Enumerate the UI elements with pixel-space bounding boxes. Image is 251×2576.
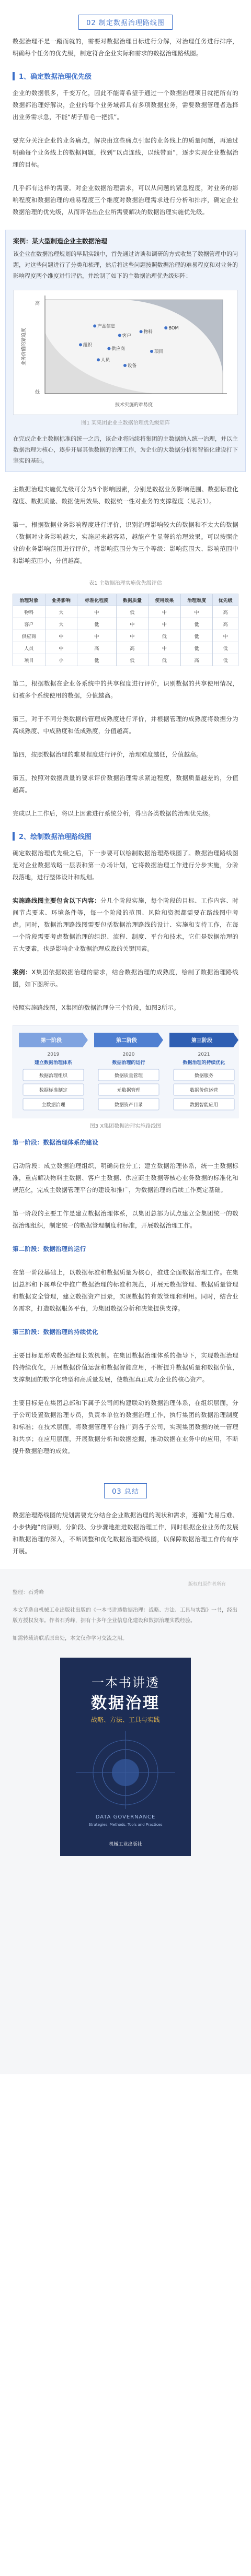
table-row [13, 654, 238, 666]
heading-priority [13, 71, 238, 81]
table-header-cell: 业务影响 [45, 594, 77, 606]
case-text: 该企业在数据治理规划的早期实践中，首先通过访谈和调研的方式收集了数据管理中的问题，对这些问题进行了分类和梳理，然后将这些问题按照数据治理的难易程度和对业务的影响程度两个维度进行评估，并绘制了如下的主数据治理优先级矩阵： [13, 251, 238, 279]
data-point [107, 347, 110, 350]
stage-year: 2019 [47, 1052, 60, 1057]
case-title: 案例：某大型制造企业主数据治理 [13, 238, 108, 245]
case-box [5, 230, 246, 472]
data-point [79, 343, 82, 346]
table-body [13, 606, 238, 666]
data-point [140, 330, 143, 333]
data-point [118, 334, 121, 337]
footer-note: 整理：石秀峰 [13, 1590, 44, 1596]
book-publisher: 机械工业出版社 [109, 1842, 142, 1847]
y-axis-label: 业务价值的紧迫度 [21, 327, 27, 366]
table-header-cell: 数据质量 [116, 594, 149, 606]
stage-year: 2021 [198, 1052, 210, 1057]
stage-title: 第二阶段：数据治理的运行 [13, 1245, 86, 1252]
data-point-label: 供应商 [111, 346, 125, 352]
stage-item-label: 数据价值运营 [189, 1088, 219, 1093]
bold-lead: 实施路线图主要包含以下内容： [13, 897, 101, 904]
table-cell: 供应商 [13, 630, 45, 642]
section-2-header [0, 0, 251, 36]
section-3-header [0, 1469, 251, 1504]
stage-name: 数据治理的运行 [112, 1060, 145, 1066]
stage-label: 第三阶段 [191, 1038, 212, 1044]
table-cell: 低 [180, 618, 213, 630]
table-cell: 大 [45, 606, 77, 618]
paragraph: 按照实施路线图，X集团的数据治理分三个阶段，如图3所示。 [13, 1004, 180, 1011]
table-cell: 中 [116, 630, 149, 642]
paragraph: 第一阶段的主要工作是建立数据治理体系，以集团总部为试点建立全集团统一的数据治理组织，制定统一的数据管理制度和标准，开展数据治理工作。 [13, 1210, 238, 1229]
table-header-cell: 优先级 [213, 594, 238, 606]
table-cell: 中 [116, 618, 149, 630]
intro-paragraph: 数据治理不是一蹴而就的，需要对数据治理目标进行分解，对治理任务进行排序，明确每个任务的优先级，制定符合企业实际和需求的数据治理路线图。 [13, 38, 238, 57]
x-axis-label: 技术实施的难易度 [115, 403, 153, 408]
table-row [13, 618, 238, 630]
data-point-label: 项目 [154, 349, 164, 355]
summary-body [0, 1509, 251, 1557]
table-caption: 表1 主数据治理实施优先级评估 [89, 581, 162, 586]
table-cell: 物料 [13, 606, 45, 618]
paragraph: 确定数据治理优先级之后，下一步要可以绘制数据治理路线图了。数据治理路线图是对企业数据战略一层表和第一办场计划，它将数据治理工作进行分步实施，分阶段落地，进行整体设计和规划。 [13, 849, 238, 881]
priority-matrix-svg [14, 290, 238, 413]
book-english-title: DATA GOVERNANCE [95, 1814, 156, 1820]
table-cell: 低 [77, 618, 116, 630]
axis-high-label: 高 [35, 301, 40, 306]
data-point-label: 组织 [83, 342, 93, 348]
paragraph [13, 966, 238, 990]
stage-title: 第三阶段：数据治理的持续优化 [13, 1328, 98, 1336]
case-text: 在完成企业主数据标准的统一之后，该企业将陆续将集团的主数据纳入统一治理，并以主数据治理为核心，逐步开展其他数据的治理工作，为企业的大数据分析和智能化建设打下坚实的基础。 [13, 435, 238, 464]
table-cell: 低 [213, 642, 238, 654]
article-body-2 [0, 483, 251, 1457]
bold-lead: 案例： [13, 968, 32, 976]
roadmap-diagram [13, 1025, 238, 1118]
book-subtitle: 战略、方法、工具与实践 [90, 1716, 160, 1723]
paragraph: 主数据治理实施优先级可分为5个影响因素，分别是数据业务影响范围、数据标准化程度、数据质量、数据使用效果、数据统一性对业务的支撑程度（见表1）。 [13, 486, 238, 505]
heading-text: 1、确定数据治理优先级 [19, 73, 92, 81]
roadmap-caption: 图3 X集团数据治理实施路线图 [89, 1124, 162, 1129]
paragraph: 在第一阶段基础上，以数据标准和数据质量为核心，推进全面数据治理工作。在集团总部和下属单位中推广数据治理的标准和规范，开展元数据管理、数据质量管理和数据安全管理，建立数据资产目录，实现数据的有效管理和利用。同时，结合业务需求，打造数据服务平台，为集团数据分析和决策提供支撑。 [13, 1269, 238, 1312]
book-english-subtitle: Strategies, Methods, Tools and Practices [88, 1823, 163, 1827]
table-cell: 中 [180, 606, 213, 618]
table-cell: 低 [180, 630, 213, 642]
data-point-label: 设备 [128, 363, 137, 369]
paragraph: 几乎都有这样的需要。对企业数据治理需求，可以从问题的紧急程度，对业务的影响程度和数据治理的难易程度三个维度对数据治理需求进行分析和排序，确定企业数据治理的优先级，从而评估出企业所需要解决的数据治理实施优先级。 [13, 184, 238, 216]
book-title-line2: 数据治理 [91, 1694, 160, 1712]
paragraph: 第二，根据数据在企业各系统中的共享程度进行评价，识别数据的共享使用情况，如被多个系统使用的数据，分值越高。 [13, 680, 238, 699]
stage-title: 第一阶段：数据治理体系的建设 [13, 1139, 98, 1146]
priority-matrix-chart [13, 290, 238, 415]
copyright-note: 版权归原作者所有 [188, 1582, 226, 1587]
table-cell: 大 [45, 618, 77, 630]
table-header-row [13, 594, 238, 606]
footer-note: 本文节选自机械工业出版社出版的《一本书讲透数据治理：战略、方法、工具与实践》一书，经出版方授权发布。作者石秀峰，拥有十多年企业信息化建设和数据治理实践经验。 [13, 1608, 237, 1624]
table-row [13, 642, 238, 654]
table-cell: 低 [213, 654, 238, 666]
stage-item-label: 主数据治理 [41, 1103, 65, 1108]
section-2-title: 02 制定数据治理路线图 [78, 15, 173, 30]
table-cell: 项目 [13, 654, 45, 666]
table-cell: 低 [77, 654, 116, 666]
paragraph: 完成以上工作后，将以上因素进行系统分析，得出各类数据的治理优先级。 [13, 810, 215, 817]
axis-low-label: 低 [35, 390, 40, 395]
stage-year: 2020 [122, 1052, 135, 1057]
paragraph: 主要目标是在集团总部和下属子公司间构建联动的数据治理体系，在组织层面，分子公司设置数据治理专员，负责本单位的数据治理工作，执行集团的数据治理制度和标准；在技术层面，将数据管理平台推广到各子公司，实现集团数据的统一管理和共享；在应用层面，开展数据分析和数据挖掘，推动数据在业务中的应用，不断提升数据治理的成效。 [13, 1399, 238, 1455]
paragraph: 第五，按照对数据质量的要求评价数据治理需求紧迫程度，数据质量越差的，分值越高。 [13, 774, 238, 794]
section-3-title: 03 总结 [104, 1483, 147, 1498]
data-point [150, 350, 153, 353]
stage-item-label: 数据服务 [194, 1073, 214, 1079]
stage-item-label: 数据智能应用 [189, 1103, 219, 1108]
stage-item-label: 元数据管理 [117, 1088, 141, 1093]
table-header-cell: 治理难度 [180, 594, 213, 606]
paragraph-text: 分几个阶段实施，每个阶段的目标、工作内容、时间节点要求、环境条件等，每一个阶段的范围、风险和资源都需要在路线图中考虑。同时，数据治理路线图需要包括数据治理路线的设计、实施和支持工作，在每一个阶段需要考虑数据治理的组织、流程、制度、平台和技术，它们是数据治理的五大要素，也是影响企业数据治理成败的关键因素。 [13, 897, 238, 952]
data-point-label: 物料 [143, 329, 153, 335]
heading-text: 2、绘制数据治理路线图 [19, 833, 92, 841]
stage-item-label: 数据治理组织 [39, 1073, 68, 1079]
stage-item-label: 数据资产目录 [114, 1103, 143, 1108]
data-point-label: 产品信息 [97, 324, 116, 329]
heading-bar [13, 832, 15, 841]
heading-bar [13, 72, 15, 80]
table-cell: 低 [116, 654, 149, 666]
footer-note: 如需转载请联系原出处，本文仅作学习交流之用。 [13, 1636, 128, 1641]
data-point-label: BOM [168, 326, 179, 331]
priority-table [13, 594, 238, 666]
paragraph: 第四，按照数据治理的难易程度进行评价，治理难度越低，分值越高。 [13, 751, 202, 758]
table-cell: 高 [180, 654, 213, 666]
table-header-cell: 使用效果 [149, 594, 181, 606]
data-point [97, 358, 100, 361]
table-cell: 高 [213, 606, 238, 618]
stage-item-label: 数据质量管理 [114, 1073, 143, 1079]
table-header-cell: 标准化程度 [77, 594, 116, 606]
heading-roadmap [13, 831, 238, 841]
table-cell: 低 [149, 654, 181, 666]
table-cell: 高 [116, 642, 149, 654]
chart-caption: 图1 某集团企业主数据治理优先级矩阵 [81, 420, 170, 426]
stage-label: 第一阶段 [41, 1038, 62, 1044]
table-cell: 中 [45, 642, 77, 654]
paragraph-text: X集团依据数据治理的需求，结合数据治理的成熟度，绘制了数据治理路线图，如下图所示。 [13, 968, 238, 988]
table-header-cell: 治理对象 [13, 594, 45, 606]
stage-label: 第二阶段 [116, 1038, 137, 1044]
data-point-label: 客户 [122, 333, 131, 339]
book-title-line1: 一本书讲透 [92, 1675, 159, 1690]
table-cell: 中 [77, 630, 116, 642]
footer-box [0, 1569, 251, 2074]
table-cell: 低 [116, 606, 149, 618]
table-cell: 中 [45, 630, 77, 642]
paragraph [13, 1326, 238, 1338]
table-cell: 中 [149, 606, 181, 618]
table-cell: 高 [77, 642, 116, 654]
table-cell: 客户 [13, 618, 45, 630]
table-cell: 中 [77, 606, 116, 618]
data-point [123, 364, 127, 367]
stage-name: 建立数据治理体系 [34, 1060, 73, 1066]
stage-item-label: 数据标准制定 [39, 1088, 68, 1093]
paragraph: 要充分关注企业的业务痛点，解决由这些痛点引起的业务线上的质量问题，再通过明确每个业务线上的数据问题，找到“以点连线，以线带面”，逐步实现企业数据治理的目标。 [13, 137, 238, 168]
table-cell: 中 [149, 642, 181, 654]
summary-paragraph: 数据治理路线图的规划需要充分结合企业数据治理的现状和需求，遵循“先易后难、小步快跑”的原则，分阶段、分步骤地推进数据治理工作，同时根据企业业务的发展和数据治理的深入，不断调整和优化数据治理路线图，以保障数据治理工作的有序开展。 [13, 1511, 238, 1555]
roadmap-svg [13, 1025, 238, 1118]
data-point [164, 326, 167, 329]
paragraph: 主要目标是形成数据治理长效机制。在集团数据治理体系的指导下，实现数据治理的持续优化，开展数据价值运营和数据智能应用，不断提升数据质量和数据价值，支撑集团的数字化转型和高质量发展，使数据真正成为企业的核心资产。 [13, 1352, 238, 1383]
table-row [13, 606, 238, 618]
paragraph: 企业的数据很多，千变万化，因此不能寄希望于通过一个数据治理项目就把所有的数据都治理好解决，企业的每个业务域都具有多项数据业务，需要数据管理者选择出业务需求急，不能“胡子眉毛一把抓”。 [13, 89, 238, 121]
table-cell: 小 [45, 654, 77, 666]
data-point-label: 人员 [101, 358, 110, 363]
table-cell: 中 [213, 630, 238, 642]
table-cell: 中 [149, 618, 181, 630]
data-point [93, 324, 96, 327]
table-row [13, 630, 238, 642]
paragraph [13, 895, 238, 955]
table-cell: 低 [149, 630, 181, 642]
table-cell: 低 [180, 642, 213, 654]
table-cell: 高 [213, 618, 238, 630]
table-cell: 人员 [13, 642, 45, 654]
article-body [0, 36, 251, 218]
book-cover[interactable] [60, 1658, 191, 1856]
stage-name: 数据治理的持续优化 [182, 1060, 225, 1066]
paragraph: 第三，对于不同分类数据的管理成熟度进行评价，并根据管理的成熟度将数据分为高成熟度、中成熟度和低成熟度，分值越高。 [13, 715, 238, 735]
paragraph [13, 1243, 238, 1255]
paragraph [13, 1137, 238, 1149]
paragraph: 第一，根据数据业务影响程度进行评价，识别治理影响较大的数据和不太大的数据（数据对业务影响越大，实施起来越容易，越能产生显著的治理效果。可以按照企业的业务影响范围进行评价，将影响范围分为三个等级：影响范围大、影响范围中和影响范围小，分值越高。 [13, 521, 238, 564]
paragraph: 启动阶段：成立数据治理组织，明确岗位分工；建立数据治理体系，统一主数据标准，重点解决物料主数据、客户主数据、供应商主数据等核心业务数据的标准化和规范化，完成主数据管理平台的建设和推广，为数据治理的后续工作奠定基础。 [13, 1162, 238, 1194]
